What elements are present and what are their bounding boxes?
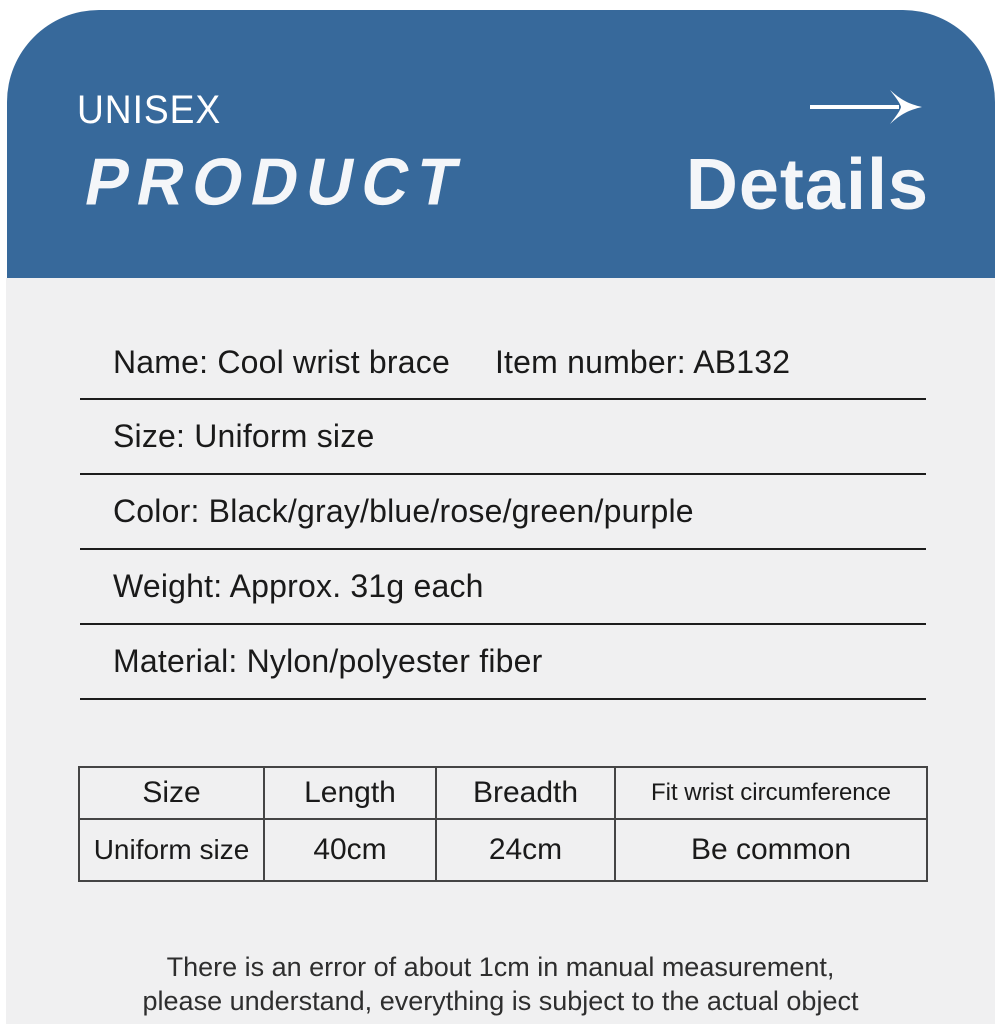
- size-table-header-row: [79, 767, 927, 819]
- spec-row-name: [80, 278, 926, 400]
- size-table-cell-breadth: 24cm: [436, 819, 615, 881]
- size-table-header-length: Length: [264, 767, 436, 819]
- measurement-note: There is an error of about 1cm in manual measurement, please understand, everything is subject to the actual object: [142, 952, 859, 1016]
- details-title: Details: [685, 145, 929, 225]
- spec-color-value: Color: Black/gray/blue/rose/green/purple: [113, 493, 694, 529]
- spec-row-material: [80, 625, 926, 700]
- size-table-cell-size: Uniform size: [79, 819, 264, 881]
- spec-row-color: [80, 475, 926, 550]
- size-table-header-size: Size: [79, 767, 264, 819]
- spec-row-weight: [80, 550, 926, 625]
- spec-name-value: Name: Cool wrist brace: [113, 344, 450, 380]
- size-table: [78, 766, 928, 882]
- size-table-cell-length: 40cm: [264, 819, 436, 881]
- spec-item-number-value: Item number: AB132: [494, 344, 791, 380]
- header-banner: [7, 10, 995, 278]
- size-table-cell-fit: Be common: [615, 819, 927, 881]
- right-arrow-icon: [807, 82, 925, 126]
- unisex-label: UNISEX: [77, 88, 222, 132]
- spec-list: [80, 278, 926, 700]
- spec-panel: [6, 278, 995, 1024]
- spec-size-value: Size: Uniform size: [113, 418, 375, 454]
- size-table-data-row: [79, 819, 927, 881]
- size-table-header-breadth: Breadth: [436, 767, 615, 819]
- spec-row-size: [80, 400, 926, 475]
- spec-weight-value: Weight: Approx. 31g each: [113, 568, 484, 604]
- size-table-header-fit: Fit wrist circumference: [615, 767, 927, 819]
- product-title: PRODUCT: [79, 144, 474, 219]
- spec-material-value: Material: Nylon/polyester fiber: [113, 643, 543, 679]
